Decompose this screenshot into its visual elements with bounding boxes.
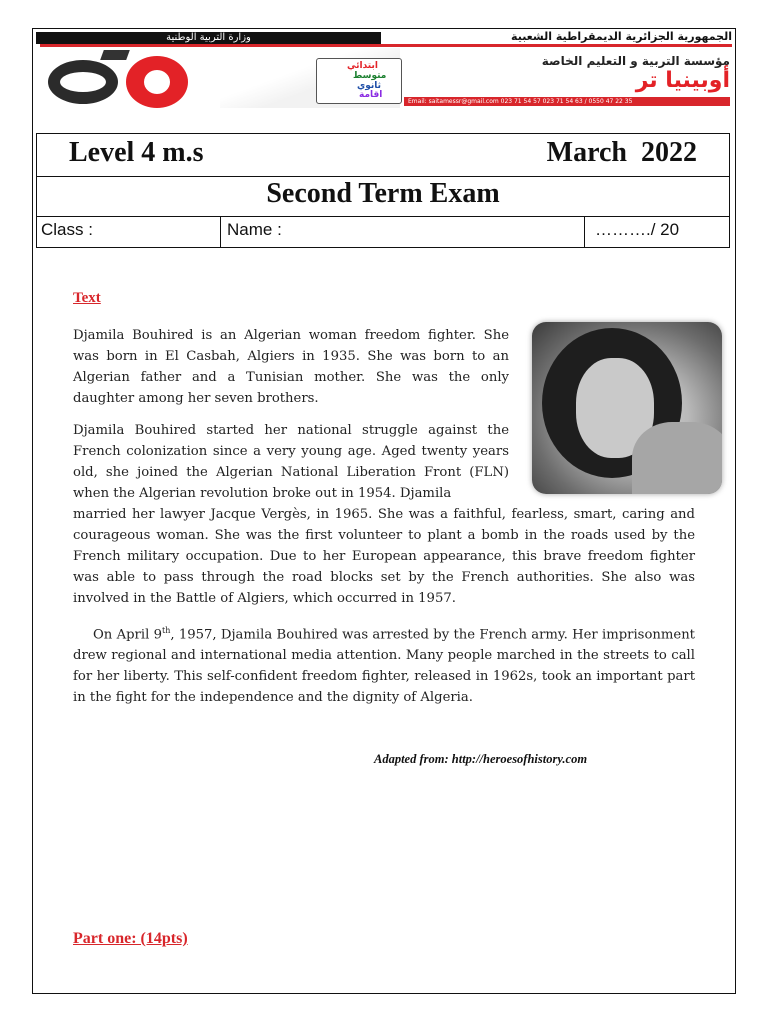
source-citation: Adapted from: http://heroesofhistory.com bbox=[374, 752, 588, 766]
contact-bar: Email: saitamessr@gmail.com 023 71 54 57 023 71 54 63 / 0550 47 22 35 bbox=[404, 97, 730, 106]
paragraph-3 bbox=[73, 620, 695, 708]
p3-start: On April 9 bbox=[93, 627, 162, 643]
student-info-row bbox=[37, 216, 729, 248]
levels-badge bbox=[316, 58, 402, 104]
name-field[interactable]: Name : bbox=[221, 216, 585, 248]
level-tag-secondary: ثانوي bbox=[357, 81, 382, 91]
level-tag-primary: ابتدائي bbox=[347, 61, 378, 71]
level-tag-middle: متوسط bbox=[353, 71, 387, 81]
header-red-line bbox=[40, 44, 732, 47]
ministry-bar: وزارة التربية الوطنية bbox=[36, 32, 381, 44]
logo-p-shape bbox=[126, 56, 188, 108]
class-field[interactable]: Class : bbox=[37, 216, 221, 248]
school-name: أوبينيا تر bbox=[635, 68, 730, 93]
p3-rest: , 1957, Djamila Bouhired was arrested by the French army. Her imprisonment drew regional and international media attention. Many people marched in the streets to call for her liberty. This self-confident freedom fighter, released in 1962s, took an important part in the fight for the independence and the dignity of Algeria. bbox=[73, 627, 695, 706]
text-heading: Text bbox=[73, 290, 101, 306]
level-tag-residence: اقامة bbox=[359, 90, 383, 100]
header-strip bbox=[36, 32, 732, 44]
exam-header-table bbox=[36, 133, 730, 248]
institution-name: مؤسسة التربية و التعليم الخاصة bbox=[541, 54, 730, 68]
paragraph-1: Djamila Bouhired is an Algerian woman freedom fighter. She was born in El Casbah, Algiers in 1935. She was born to an Algerian father and a Tunisian mother. She was the only daughter among her seven brothers. bbox=[73, 328, 509, 406]
exam-title: Second Term Exam bbox=[266, 178, 500, 209]
level-date-row bbox=[37, 134, 729, 177]
paragraph-2-start: Djamila Bouhired started her national struggle against the French colonization since a very young age. Aged twenty years old, she joined the Algerian National Liberation Front (FLN) when the Algerian revolution broke out in 1954. Djamila bbox=[73, 423, 509, 501]
score-field: ………./ 20 bbox=[595, 220, 680, 239]
logo-o-shape bbox=[48, 60, 118, 104]
exam-date: March 2022 bbox=[546, 137, 697, 168]
photo-shoulder-shape bbox=[632, 422, 722, 494]
paragraph-2-continued: married her lawyer Jacque Vergès, in 1965. She was a faithful, fearless, smart, caring and courageous woman. She was the first volunteer to plant a bomb in the roads used by the French military occupation. Due to her European appearance, this brave freedom fighter was able to pass through the road blocks set by the French authorities. She also was involved in the Battle of Algiers, which occurred in 1957. bbox=[73, 507, 695, 606]
school-logo bbox=[48, 50, 208, 112]
part-one-heading: Part one: (14pts) bbox=[73, 930, 188, 947]
republic-title: الجمهورية الجزائرية الديمقراطية الشعبية bbox=[511, 30, 732, 43]
title-row bbox=[37, 176, 729, 217]
portrait-photo bbox=[532, 322, 722, 494]
p3-superscript: th bbox=[161, 626, 171, 635]
graduation-cap-icon bbox=[100, 50, 130, 60]
exam-level: Level 4 m.s bbox=[69, 137, 204, 168]
